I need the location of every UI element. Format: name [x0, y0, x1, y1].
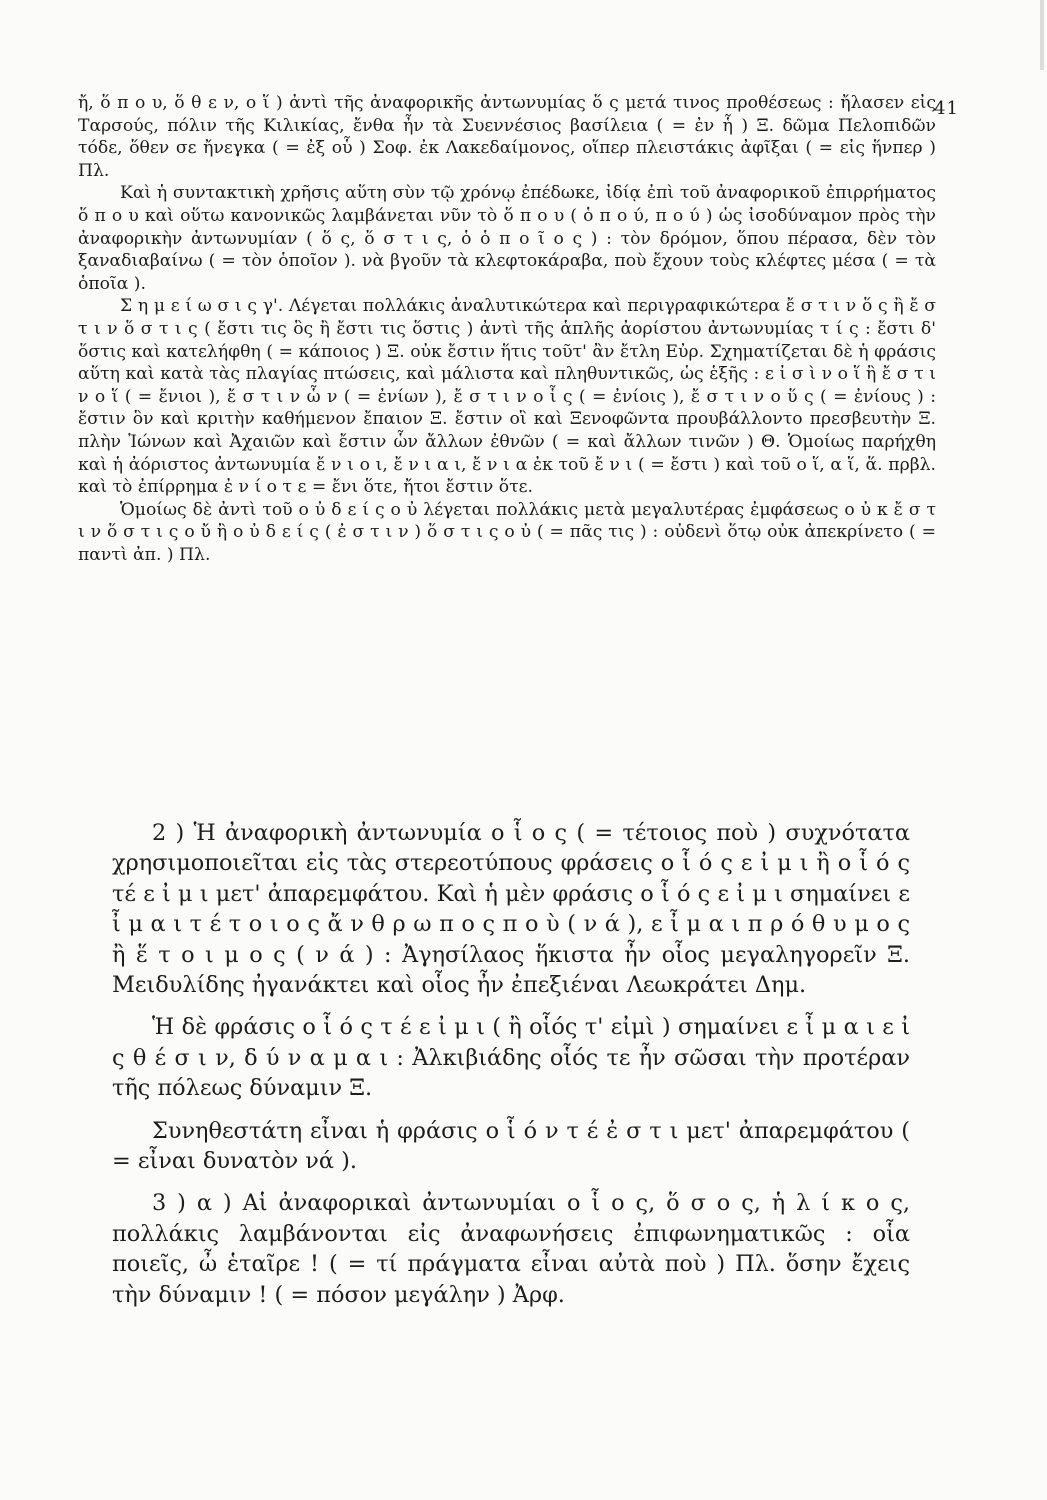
paragraph-4: Ὁμοίως δὲ ἀντὶ τοῦ ο ὐ δ ε ί ς ο ὐ λέγεται πολλάκις μετὰ μεγαλυτέρας ἐμφάσεως ο ὐ κ ἔ σ τ ι ν ὅ σ τ ι ς ο ὔ ἢ ο ὐ δ ε ί ς ( ἐ σ τ ι ν ) ὅ σ τ ι ς ο ὐ ( = πᾶς τις ) : οὐδενὶ ὅτῳ οὐκ ἀπεκρίνετο ( = παντὶ ἀπ. ) Πλ.: [78, 499, 936, 565]
lower-text-block: [112, 818, 910, 1310]
page-number: 41: [934, 98, 959, 119]
page-edge-shadow: [1040, 0, 1044, 70]
paragraph-7: Συνηθεστάτη εἶναι ἡ φράσις ο ἷ ό ν τ έ ἐ σ τ ι μετ' ἀπαρεμφάτου ( = εἶναι δυνατὸν νά ).: [112, 1117, 910, 1175]
paragraph-5: 2 ) Ἡ ἀναφορικὴ ἀντωνυμία ο ἷ ο ς ( = τέτοιος ποὺ ) συχνότατα χρησιμοποιεῖται εἰς τὰς στερεοτύπους φράσεις ο ἷ ό ς ε ἰ μ ι ἢ ο ἷ ό ς τέ ε ἰ μ ι μετ' ἀπαρεμφάτου. Καὶ ἡ μὲν φράσις ο ἷ ό ς ε ἰ μ ι σημαίνει ε ἶ μ α ι τ έ τ ο ι ο ς ἄ ν θ ρ ω π ο ς π ο ὺ ( ν ά ), ε ἶ μ α ι π ρ ό θ υ μ ο ς ἢ ἕ τ ο ι μ ο ς ( ν ά ) : Ἀγησίλαος ἥκιστα ἦν οἷος μεγαληγορεῖν Ξ. Μειδυλίδης ἠγανάκτει καὶ οἷος ἦν ἐπεξιέναι Λεωκράτει Δημ.: [112, 820, 910, 999]
paragraph-6: Ἡ δὲ φράσις ο ἷ ό ς τ έ ε ἰ μ ι ( ἢ οἷός τ' εἰμὶ ) σημαίνει ε ἶ μ α ι ε ἰ ς θ έ σ ι ν, δ ύ ν α μ α ι : Ἀλκιβιάδης οἷός τε ἦν σῶσαι τὴν προτέραν τῆς πόλεως δύναμιν Ξ.: [112, 1014, 910, 1102]
upper-text-block: [78, 92, 936, 566]
paragraph-8: 3 ) α ) Αἱ ἀναφορικαὶ ἀντωνυμίαι ο ἷ ο ς, ὅ σ ο ς, ἡ λ ί κ ο ς, πολλάκις λαμβάνονται εἰς ἀναφωνήσεις ἐπιφωνηματικῶς : οἷα ποιεῖς, ὦ ἑταῖρε ! ( = τί πράγματα εἶναι αὐτὰ ποὺ ) Πλ. ὅσην ἔχεις τὴν δύναμιν ! ( = πόσον μεγάλην ) Ἀρφ.: [112, 1190, 910, 1308]
paragraph-1: ἤ, ὅ π ο υ, ὅ θ ε ν, ο ἵ ) ἀντὶ τῆς ἀναφορικῆς ἀντωνυμίας ὅ ς μετά τινος προθέσεως : ἤλασεν εἰς Ταρσούς, πόλιν τῆς Κιλικίας, ἔνθα ἦν τὰ Συεννέσιος βασίλεια ( = ἐν ἧ ) Ξ. δῶμα Πελοπιδῶν τόδε, ὅθεν σε ἤνεγκα ( = ἐξ οὗ ) Σοφ. ἐκ Λακεδαίμονος, οἵπερ πλειστάκις ἀφῖξαι ( = εἰς ἥνπερ ) Πλ.: [78, 93, 936, 181]
paragraph-3: Σ η μ ε ί ω σ ι ς γ'. Λέγεται πολλάκις ἀναλυτικώτερα καὶ περιγραφικώτερα ἔ σ τ ι ν ὅ ς ἢ ἔ σ τ ι ν ὅ σ τ ι ς ( ἔστι τις ὃς ἢ ἔστι τις ὅστις ) ἀντὶ τῆς ἁπλῆς ἀορίστου ἀντωνυμίας τ ί ς : ἔστι δ' ὅστις καὶ κατελήφθη ( = κάποιος ) Ξ. οὐκ ἔστιν ἥτις τοῦτ' ἂν ἔτλη Εὐρ. Σχηματίζεται δὲ ἡ φράσις αὕτη καὶ κατὰ τὰς πλαγίας πτώσεις, καὶ μάλιστα καὶ πληθυντικῶς, ὡς ἑξῆς : ε ἰ σ ὶ ν ο ἵ ἢ ἔ σ τ ι ν ο ἵ ( = ἔνιοι ), ἔ σ τ ι ν ὧ ν ( = ἐνίων ), ἔ σ τ ι ν ο ἷ ς ( = ἐνίοις ), ἔ σ τ ι ν ο ὕ ς ( = ἐνίους ) : ἔστιν ὃν καὶ κριτὴν καθήμενον ἔπαιον Ξ. ἔστιν οἳ καὶ Ξενοφῶντα προυβάλλοντο πρεσβευτὴν Ξ. πλὴν Ἰώνων καὶ Ἀχαιῶν καὶ ἔστιν ὧν ἄλλων ἐθνῶν ( = καὶ ἄλλων τινῶν ) Θ. Ὁμοίως παρήχθη καὶ ἡ ἀόριστος ἀντωνυμία ἔ ν ι ο ι, ἔ ν ι α ι, ἔ ν ι α ἐκ τοῦ ἔ ν ι ( = ἔστι ) καὶ τοῦ ο ἵ, α ἵ, ἅ. πρβλ. καὶ τὸ ἐπίρρημα ἐ ν ί ο τ ε = ἔνι ὅτε, ἤτοι ἔστιν ὅτε.: [78, 296, 936, 498]
paragraph-2: Καὶ ἡ συντακτικὴ χρῆσις αὕτη σὺν τῷ χρόνῳ ἐπέδωκε, ἰδίᾳ ἐπὶ τοῦ ἀναφορικοῦ ἐπιρρήματος ὅ π ο υ καὶ οὕτω κανονικῶς λαμβάνεται νῦν τὸ ὅ π ο υ ( ὁ π ο ύ, π ο ύ ) ὡς ἰσοδύναμον πρὸς τὴν ἀναφορικὴν ἀντωνυμίαν ( ὅ ς, ὅ σ τ ι ς, ὁ ὁ π ο ῖ ο ς ) : τὸν δρόμον, ὅπου πέρασα, δὲν τὸν ξαναδιαβαίνω ( = τὸν ὁποῖον ). νὰ βγοῦν τὰ κλεφτοκάραβα, ποὺ ἔχουν τοὺς κλέφτες μέσα ( = τὰ ὁποῖα ).: [78, 183, 936, 294]
